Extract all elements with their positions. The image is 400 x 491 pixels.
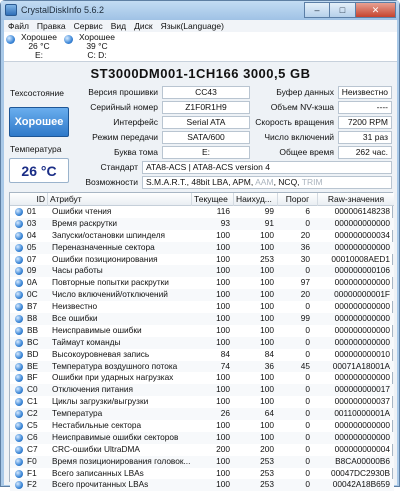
status-good-icon bbox=[15, 458, 23, 466]
cell-threshold: 45 bbox=[300, 360, 310, 371]
cell-threshold: 0 bbox=[305, 420, 310, 431]
table-row[interactable] bbox=[10, 277, 394, 289]
cell-current: 100 bbox=[216, 455, 230, 466]
cell-threshold: 0 bbox=[305, 431, 310, 442]
table-row[interactable] bbox=[10, 242, 394, 254]
disk-selector-e[interactable] bbox=[5, 33, 63, 61]
cell-attribute: Число включений/отключений bbox=[52, 289, 168, 300]
cell-raw: 000000000000 bbox=[334, 431, 390, 442]
cell-attribute: Переназначенные сектора bbox=[52, 241, 155, 252]
column-threshold[interactable]: Порог bbox=[278, 193, 318, 206]
status-good-icon bbox=[15, 434, 23, 442]
transfer-mode-value: SATA/600 bbox=[162, 131, 250, 144]
cell-current: 200 bbox=[216, 443, 230, 454]
info-row: Серийный номер Z1F0R1H9 Объем NV-кэша ---- bbox=[4, 101, 397, 114]
cell-threshold: 0 bbox=[305, 301, 310, 312]
cell-worst: 100 bbox=[260, 372, 274, 383]
table-row[interactable] bbox=[10, 479, 394, 491]
info-row: Интерфейс Serial ATA Скорость вращения 7200 RPM bbox=[4, 116, 397, 129]
temperature-value: 26 °C bbox=[9, 158, 69, 183]
buffer-value: Неизвестно bbox=[338, 86, 392, 99]
cell-current: 100 bbox=[216, 253, 230, 264]
cell-threshold: 0 bbox=[305, 372, 310, 383]
cell-current: 100 bbox=[216, 336, 230, 347]
cell-id: F1 bbox=[27, 467, 37, 478]
status-good-icon bbox=[15, 374, 23, 382]
table-row[interactable] bbox=[10, 337, 394, 349]
status-good-icon bbox=[15, 470, 23, 478]
cell-worst: 84 bbox=[264, 348, 274, 359]
status-good-icon bbox=[15, 339, 23, 347]
maximize-button[interactable]: □ bbox=[330, 2, 356, 18]
cell-attribute: Время раскрутки bbox=[52, 217, 118, 228]
table-row[interactable] bbox=[10, 325, 394, 337]
cell-attribute: Циклы загрузки/выгрузки bbox=[52, 396, 149, 407]
menu-disk[interactable]: Диск bbox=[134, 21, 153, 31]
status-good-icon bbox=[15, 327, 23, 335]
rotation-value: 7200 RPM bbox=[338, 116, 392, 129]
table-body bbox=[10, 206, 394, 491]
cell-threshold: 0 bbox=[305, 396, 310, 407]
cell-current: 116 bbox=[216, 206, 230, 216]
cell-current: 100 bbox=[216, 277, 230, 288]
cell-id: 04 bbox=[27, 229, 37, 240]
table-row[interactable] bbox=[10, 456, 394, 468]
close-button[interactable]: ✕ bbox=[356, 2, 396, 18]
status-good-icon bbox=[15, 363, 23, 371]
window-controls bbox=[304, 2, 396, 18]
cell-threshold: 99 bbox=[300, 313, 310, 324]
cell-id: 05 bbox=[27, 241, 37, 252]
disk-model-title: ST3000DM001-1CH166 3000,5 GB bbox=[90, 66, 311, 81]
cell-raw: 000000000000 bbox=[334, 420, 390, 431]
cell-worst: 200 bbox=[260, 443, 274, 454]
cell-attribute: Неисправимые ошибки bbox=[52, 324, 142, 335]
cell-worst: 253 bbox=[260, 479, 274, 490]
cell-attribute: Повторные попытки раскрутки bbox=[52, 277, 169, 288]
cell-raw: B8CA00000B6 bbox=[335, 455, 390, 466]
cell-attribute: Все ошибки bbox=[52, 313, 98, 324]
title-bar[interactable] bbox=[1, 1, 399, 20]
cell-worst: 100 bbox=[260, 431, 274, 442]
cell-current: 100 bbox=[216, 372, 230, 383]
cell-raw: 00110000001A bbox=[334, 408, 390, 419]
cell-worst: 100 bbox=[260, 301, 274, 312]
cell-raw: 000006148238 bbox=[334, 206, 390, 216]
cell-raw: 00010008AED1 bbox=[331, 253, 390, 264]
cell-attribute: Температура bbox=[52, 408, 103, 419]
status-good-icon bbox=[15, 244, 23, 252]
cell-raw: 000000000000 bbox=[334, 217, 390, 228]
table-row[interactable] bbox=[10, 444, 394, 456]
cell-raw: 00071A18001A bbox=[332, 360, 390, 371]
status-good-icon bbox=[15, 267, 23, 275]
cell-id: C5 bbox=[27, 420, 38, 431]
cell-raw: 000000000000 bbox=[334, 277, 390, 288]
window-title: CrystalDiskInfo 5.6.2 bbox=[21, 5, 105, 15]
table-row[interactable] bbox=[10, 218, 394, 230]
app-icon bbox=[5, 4, 17, 16]
cell-attribute: Ошибки чтения bbox=[52, 206, 112, 216]
cell-id: C1 bbox=[27, 396, 38, 407]
cell-raw: 000000000000 bbox=[334, 372, 390, 383]
cell-id: C0 bbox=[27, 384, 38, 395]
cell-id: 0A bbox=[27, 277, 38, 288]
cell-worst: 100 bbox=[260, 241, 274, 252]
table-row[interactable] bbox=[10, 349, 394, 361]
menu-edit[interactable]: Правка bbox=[36, 21, 66, 31]
cell-raw: 000000000000 bbox=[334, 313, 390, 324]
cell-threshold: 0 bbox=[305, 408, 310, 419]
cell-attribute: Время позиционирования головок... bbox=[52, 455, 191, 466]
status-good-icon bbox=[15, 220, 23, 228]
cell-id: 07 bbox=[27, 253, 37, 264]
cell-current: 100 bbox=[216, 431, 230, 442]
cell-threshold: 0 bbox=[305, 217, 310, 228]
cell-raw: 000000000037 bbox=[334, 396, 390, 407]
cell-threshold: 0 bbox=[305, 336, 310, 347]
cell-attribute: Неизвестно bbox=[52, 301, 98, 312]
status-good-icon bbox=[15, 279, 23, 287]
disk-status: Хорошее 39 °C C: D: bbox=[78, 32, 116, 60]
cell-current: 74 bbox=[220, 360, 230, 371]
cell-worst: 253 bbox=[260, 467, 274, 478]
cell-id: B7 bbox=[27, 301, 38, 312]
disk-selector-cd[interactable] bbox=[63, 33, 121, 61]
status-good-icon bbox=[6, 35, 15, 44]
cell-id: 09 bbox=[27, 265, 37, 276]
cell-worst: 100 bbox=[260, 420, 274, 431]
cell-attribute: Ошибки позиционирования bbox=[52, 253, 158, 264]
info-row: Буква тома E: Общее время 262 час. bbox=[4, 146, 397, 159]
standard-value: ATA8-ACS | ATA8-ACS version 4 bbox=[142, 161, 392, 174]
cell-threshold: 20 bbox=[300, 229, 310, 240]
cell-threshold: 97 bbox=[300, 277, 310, 288]
cell-raw: 00047DC2930B bbox=[330, 467, 390, 478]
cell-id: C7 bbox=[27, 443, 38, 454]
features-value: S.M.A.R.T., 48bit LBA, APM, AAM, NCQ, TRIM bbox=[142, 176, 392, 189]
table-row[interactable] bbox=[10, 361, 394, 373]
cell-attribute: Нестабильные сектора bbox=[52, 420, 142, 431]
cell-attribute: Всего прочитанных LBAs bbox=[52, 479, 149, 490]
cell-worst: 100 bbox=[260, 384, 274, 395]
cell-id: C2 bbox=[27, 408, 38, 419]
cell-id: B8 bbox=[27, 313, 38, 324]
cell-threshold: 0 bbox=[305, 324, 310, 335]
menu-bar bbox=[4, 20, 397, 32]
status-good-icon bbox=[15, 422, 23, 430]
menu-view[interactable]: Вид bbox=[110, 21, 127, 31]
cell-attribute: Температура воздушного потока bbox=[52, 360, 178, 371]
status-good-icon bbox=[15, 208, 23, 216]
cell-worst: 100 bbox=[260, 313, 274, 324]
info-row: Возможности S.M.A.R.T., 48bit LBA, APM, AAM, NCQ, TRIM bbox=[4, 176, 397, 189]
cell-raw: 000000000000 bbox=[334, 336, 390, 347]
cell-worst: 99 bbox=[264, 206, 274, 216]
cell-id: 01 bbox=[27, 206, 37, 216]
cell-threshold: 0 bbox=[305, 443, 310, 454]
cell-worst: 253 bbox=[260, 455, 274, 466]
serial-value: Z1F0R1H9 bbox=[162, 101, 250, 114]
cell-worst: 100 bbox=[260, 277, 274, 288]
cell-worst: 100 bbox=[260, 229, 274, 240]
table-header bbox=[10, 193, 394, 206]
cell-id: BB bbox=[27, 324, 39, 335]
cell-attribute: Таймаут команды bbox=[52, 336, 121, 347]
cell-threshold: 30 bbox=[300, 253, 310, 264]
cell-raw: 000000000034 bbox=[334, 229, 390, 240]
cell-worst: 64 bbox=[264, 408, 274, 419]
cell-worst: 100 bbox=[260, 289, 274, 300]
firmware-value: CC43 bbox=[162, 86, 250, 99]
cell-worst: 91 bbox=[264, 217, 274, 228]
status-good-icon bbox=[15, 386, 23, 394]
menu-language[interactable]: Язык(Language) bbox=[160, 21, 224, 31]
cell-threshold: 36 bbox=[300, 241, 310, 252]
cell-attribute: Всего записанных LBAs bbox=[52, 467, 144, 478]
status-good-icon bbox=[15, 481, 23, 489]
status-good-icon bbox=[15, 315, 23, 323]
cell-raw: 000000000106 bbox=[334, 265, 390, 276]
cell-current: 84 bbox=[220, 348, 230, 359]
cell-current: 100 bbox=[216, 229, 230, 240]
cell-current: 93 bbox=[220, 217, 230, 228]
cell-current: 100 bbox=[216, 313, 230, 324]
cell-worst: 36 bbox=[264, 360, 274, 371]
minimize-button[interactable]: – bbox=[304, 2, 330, 18]
cell-current: 100 bbox=[216, 467, 230, 478]
cell-threshold: 6 bbox=[305, 206, 310, 216]
cell-threshold: 20 bbox=[300, 289, 310, 300]
cell-raw: 000000000000 bbox=[334, 241, 390, 252]
cell-current: 100 bbox=[216, 396, 230, 407]
cell-current: 26 bbox=[220, 408, 230, 419]
cell-id: BE bbox=[27, 360, 39, 371]
cell-raw: 000000000000 bbox=[334, 324, 390, 335]
table-row[interactable] bbox=[10, 432, 394, 444]
column-current[interactable]: Текущее bbox=[192, 193, 234, 206]
status-good-icon bbox=[15, 351, 23, 359]
cell-id: 03 bbox=[27, 217, 37, 228]
cell-attribute: Запуски/остановки шпинделя bbox=[52, 229, 166, 240]
cell-id: C6 bbox=[27, 431, 38, 442]
table-row[interactable] bbox=[10, 265, 394, 277]
cell-raw: 000000000010 bbox=[334, 348, 390, 359]
menu-service[interactable]: Сервис bbox=[73, 21, 103, 31]
cell-current: 100 bbox=[216, 479, 230, 490]
cell-id: BD bbox=[27, 348, 39, 359]
status-good-icon bbox=[15, 291, 23, 299]
info-row: Стандарт ATA8-ACS | ATA8-ACS version 4 bbox=[4, 161, 397, 174]
status-good-icon bbox=[15, 446, 23, 454]
cell-worst: 100 bbox=[260, 336, 274, 347]
cell-threshold: 0 bbox=[305, 348, 310, 359]
status-good-icon bbox=[64, 35, 73, 44]
table-row[interactable] bbox=[10, 372, 394, 384]
cell-id: F2 bbox=[27, 479, 37, 490]
table-row[interactable] bbox=[10, 420, 394, 432]
cell-id: 0C bbox=[27, 289, 38, 300]
health-label: Техсостояние bbox=[10, 88, 65, 98]
health-status-button[interactable]: Хорошее bbox=[9, 107, 69, 137]
table-row[interactable] bbox=[10, 468, 394, 480]
power-hours-value: 262 час. bbox=[338, 146, 392, 159]
cell-id: BF bbox=[27, 372, 38, 383]
table-row[interactable] bbox=[10, 384, 394, 396]
cell-current: 100 bbox=[216, 289, 230, 300]
table-row[interactable] bbox=[10, 313, 394, 325]
cell-raw: 00042A18B659 bbox=[332, 479, 390, 490]
client-area bbox=[4, 20, 397, 490]
status-good-icon bbox=[15, 232, 23, 240]
cell-current: 100 bbox=[216, 324, 230, 335]
menu-file[interactable]: Файл bbox=[8, 21, 29, 31]
cell-raw: 00000000001F bbox=[334, 289, 390, 300]
cell-attribute: CRC-ошибки UltraDMA bbox=[52, 443, 140, 454]
disk-status-bar bbox=[4, 32, 397, 62]
interface-value: Serial ATA bbox=[162, 116, 250, 129]
status-good-icon bbox=[15, 398, 23, 406]
cell-current: 100 bbox=[216, 265, 230, 276]
status-good-icon bbox=[15, 410, 23, 418]
table-row[interactable] bbox=[10, 206, 394, 218]
table-row[interactable] bbox=[10, 408, 394, 420]
cell-current: 100 bbox=[216, 301, 230, 312]
info-row: Режим передачи SATA/600 Число включений 31 раз bbox=[4, 131, 397, 144]
smart-table[interactable] bbox=[9, 192, 393, 490]
table-row[interactable] bbox=[10, 289, 394, 301]
temperature-label: Температура bbox=[10, 144, 62, 154]
column-raw[interactable]: Raw-значения bbox=[327, 194, 385, 204]
cell-attribute: Ошибки при ударных нагрузках bbox=[52, 372, 174, 383]
status-good-icon bbox=[15, 256, 23, 264]
cell-raw: 000000000004 bbox=[334, 443, 390, 454]
column-id[interactable]: ID bbox=[10, 193, 48, 206]
table-row[interactable] bbox=[10, 254, 394, 266]
table-row[interactable] bbox=[10, 396, 394, 408]
column-worst[interactable]: Наихуд... bbox=[234, 193, 278, 206]
cell-threshold: 0 bbox=[305, 455, 310, 466]
cell-threshold: 0 bbox=[305, 265, 310, 276]
cell-attribute: Отключения питания bbox=[52, 384, 133, 395]
cell-id: BC bbox=[27, 336, 39, 347]
cell-threshold: 0 bbox=[305, 384, 310, 395]
cell-attribute: Неисправимые ошибки секторов bbox=[52, 431, 179, 442]
table-row[interactable] bbox=[10, 301, 394, 313]
cell-attribute: Часы работы bbox=[52, 265, 103, 276]
cell-raw: 000000000000 bbox=[334, 301, 390, 312]
info-row: Версия прошивки CC43 Буфер данных Неизвестно bbox=[4, 86, 397, 99]
volume-letter-value: E: bbox=[162, 146, 250, 159]
cell-id: F0 bbox=[27, 455, 37, 466]
cell-worst: 253 bbox=[260, 253, 274, 264]
cell-worst: 100 bbox=[260, 324, 274, 335]
disk-status: Хорошее 26 °C E: bbox=[20, 32, 58, 60]
status-good-icon bbox=[15, 303, 23, 311]
cell-worst: 100 bbox=[260, 396, 274, 407]
cell-current: 100 bbox=[216, 241, 230, 252]
cell-raw: 000000000017 bbox=[334, 384, 390, 395]
nv-cache-value: ---- bbox=[338, 101, 392, 114]
cell-attribute: Высокоуровневая запись bbox=[52, 348, 150, 359]
power-count-value: 31 раз bbox=[338, 131, 392, 144]
column-attribute[interactable]: Атрибут bbox=[48, 193, 192, 206]
table-row[interactable] bbox=[10, 230, 394, 242]
cell-current: 100 bbox=[216, 420, 230, 431]
cell-threshold: 0 bbox=[305, 467, 310, 478]
cell-threshold: 0 bbox=[305, 479, 310, 490]
cell-current: 100 bbox=[216, 384, 230, 395]
cell-worst: 100 bbox=[260, 265, 274, 276]
